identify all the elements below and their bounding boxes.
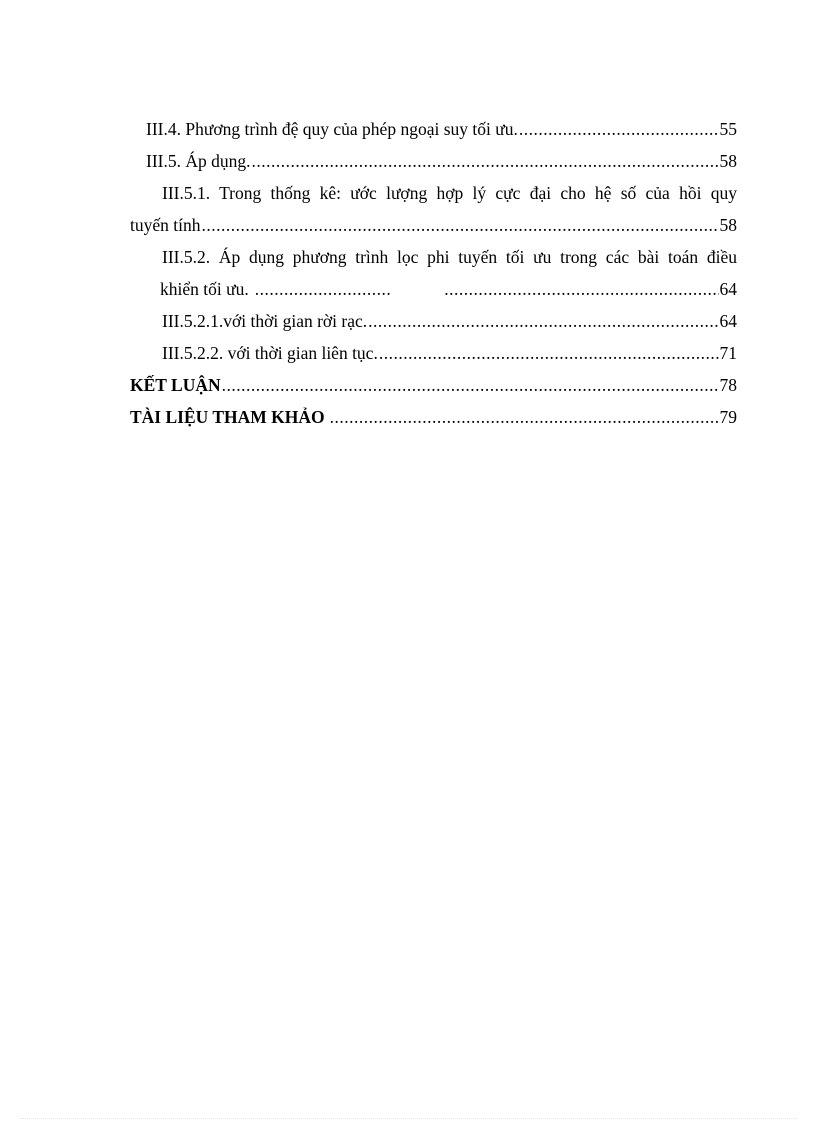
- toc-entry-title: III.5.2. Áp dụng phương trình lọc phi tuyến tối ưu trong các bài toán điều: [162, 247, 737, 267]
- toc-entry[interactable]: [130, 401, 737, 433]
- toc-dot-leader: [368, 305, 718, 337]
- toc-entry-title: III.5.1. Trong thống kê: ước lượng hợp lý cực đại cho hệ số của hồi quy: [162, 183, 737, 203]
- toc-dot-leader: [379, 337, 719, 369]
- toc-page-number: 64: [719, 311, 737, 331]
- toc-entry[interactable]: [130, 113, 737, 145]
- toc-entry-title-continued: tuyến tính: [130, 215, 201, 235]
- toc-dot-leader: [222, 369, 719, 401]
- toc-entry-title: KẾT LUẬN: [130, 375, 221, 395]
- toc-dot-leader: [444, 273, 718, 305]
- toc-dot-leader: [330, 401, 719, 433]
- toc-entry[interactable]: [130, 305, 737, 337]
- toc-entry-title: III.5.2.2. với thời gian liên tục.: [162, 343, 378, 363]
- page-bottom-divider: [20, 1118, 796, 1119]
- toc-page-number: 55: [719, 119, 737, 139]
- toc-entry-title-continued: khiển tối ưu.: [160, 279, 249, 299]
- toc-entry[interactable]: [130, 145, 737, 177]
- toc-page-number: 78: [719, 375, 737, 395]
- toc-dot-leader: [519, 113, 719, 145]
- toc-page-number: 58: [719, 215, 737, 235]
- toc-entry[interactable]: [130, 369, 737, 401]
- table-of-contents: [130, 113, 737, 433]
- toc-entry[interactable]: [130, 241, 737, 305]
- toc-dot-leader: [252, 145, 719, 177]
- toc-entry-title: III.4. Phương trình đệ quy của phép ngoại suy tối ưu.: [146, 119, 518, 139]
- toc-page-number: 79: [719, 407, 737, 427]
- toc-page-number: 64: [719, 279, 737, 299]
- toc-page-number: 58: [719, 151, 737, 171]
- toc-dot-leader: [255, 273, 392, 305]
- toc-entry-title: III.5.2.1.với thời gian rời rạc.: [162, 311, 368, 331]
- toc-entry[interactable]: [130, 337, 737, 369]
- toc-entry-title: III.5. Áp dụng.: [146, 151, 251, 171]
- toc-dot-leader: [201, 209, 718, 241]
- toc-entry[interactable]: [130, 177, 737, 241]
- toc-page-number: 71: [719, 343, 737, 363]
- toc-entry-title: TÀI LIỆU THAM KHẢO: [130, 407, 325, 427]
